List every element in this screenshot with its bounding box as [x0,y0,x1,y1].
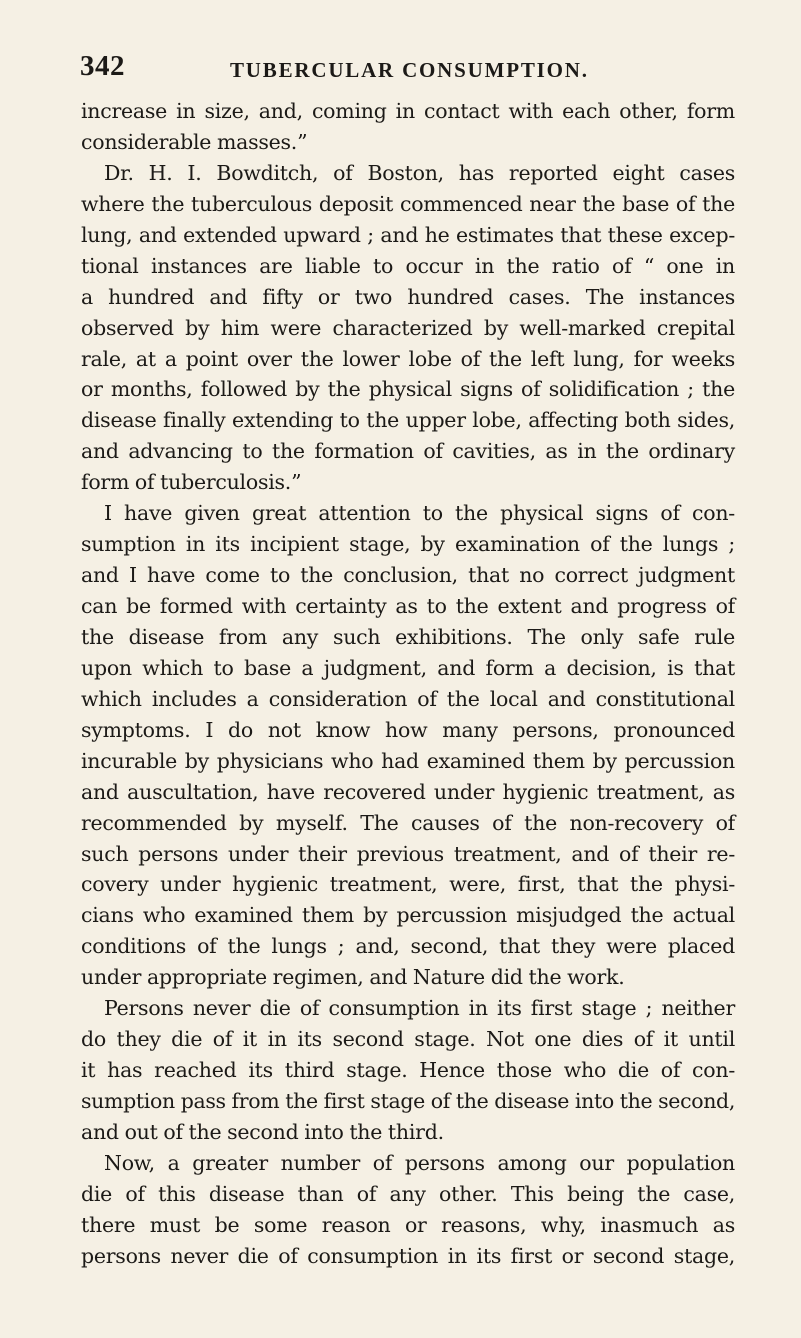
text-line: cians who examined them by percussion misjudged the actual [81,903,735,928]
text-line: rale, at a point over the lower lobe of the left lung, for weeks [81,346,735,371]
text-line: and out of the second into the third. [81,1119,444,1144]
text-line: the disease from any such exhibitions. The only safe rule [81,624,735,649]
text-line: increase in size, and, coming in contact with each other, form [81,99,735,123]
text-line: sumption pass from the first stage of the disease into the second, [81,1089,735,1113]
text-line: disease finally extending to the upper lobe, affecting both sides, [81,408,735,433]
body-text [81,96,735,1272]
text-line: or months, followed by the physical signs of solidification ; the [81,377,735,402]
text-line: die of this disease than of any other. This being the case, [81,1181,735,1206]
text-line: recommended by myself. The causes of the non-recovery of [81,810,735,835]
text-line: I have given great attention to the physical signs of con- [104,501,735,526]
text-line: can be formed with certainty as to the extent and progress of [81,594,735,618]
text-line: sumption in its incipient stage, by examination of the lungs ; [81,532,735,557]
text-line: there must be some reason or reasons, why, inasmuch as [81,1212,735,1237]
text-line: under appropriate regimen, and Nature did the work. [81,965,625,990]
text-line: covery under hygienic treatment, were, first, that the physi- [81,872,735,897]
text-line: which includes a consideration of the local and constitutional [81,686,735,711]
text-line: and advancing to the formation of cavities, as in the ordinary [81,439,735,464]
text-line: do they die of it in its second stage. Not one dies of it until [81,1027,735,1052]
text-line: form of tuberculosis.” [81,470,302,495]
text-line: incurable by physicians who had examined them by percussion [81,748,735,773]
page-header [80,50,740,84]
text-line: Dr. H. I. Bowditch, of Boston, has reported eight cases [104,160,735,185]
text-line: and I have come to the conclusion, that no correct judgment [81,563,735,588]
running-title: TUBERCULAR CONSUMPTION. [230,58,589,82]
text-line: Now, a greater number of persons among our population [104,1150,735,1175]
text-line: considerable masses.” [81,129,308,154]
text-line: persons never die of consumption in its first or second stage, [81,1243,735,1268]
text-line: lung, and extended upward ; and he estimates that these excep- [81,222,735,247]
page-number: 342 [80,50,125,82]
text-line: a hundred and fifty or two hundred cases. The instances [81,284,735,309]
text-line: upon which to base a judgment, and form a decision, is that [81,655,735,680]
text-line: Persons never die of consumption in its first stage ; neither [104,996,735,1021]
text-line: where the tuberculous deposit commenced near the base of the [81,191,735,216]
text-line: tional instances are liable to occur in the ratio of “ one in [81,253,735,278]
text-line: such persons under their previous treatment, and of their re- [81,841,735,866]
text-line: symptoms. I do not know how many persons, pronounced [81,717,735,742]
text-line: it has reached its third stage. Hence those who die of con- [81,1058,735,1083]
text-line: conditions of the lungs ; and, second, that they were placed [81,934,735,959]
text-line: observed by him were characterized by well-marked crepital [81,315,735,340]
text-line: and auscultation, have recovered under hygienic treatment, as [81,779,735,804]
